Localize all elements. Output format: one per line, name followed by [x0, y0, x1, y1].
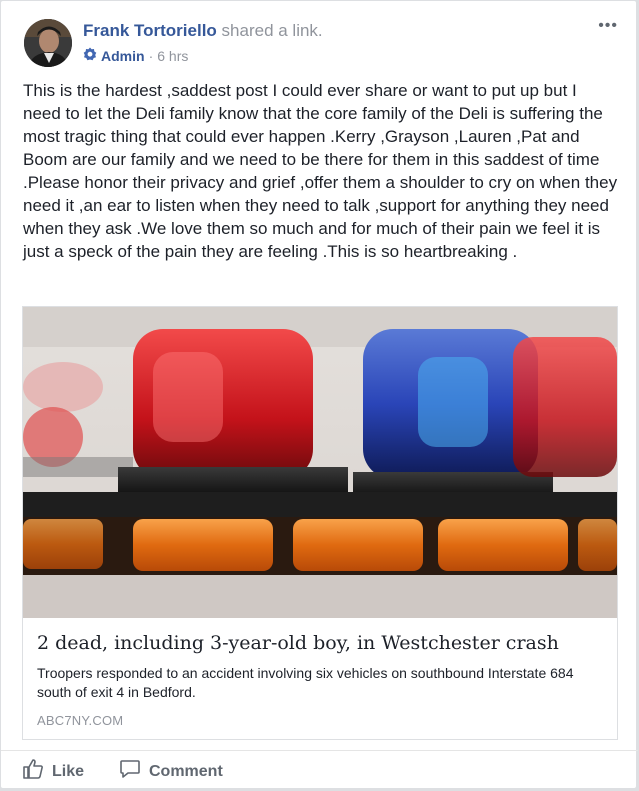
author-name[interactable]: Frank Tortoriello	[83, 21, 217, 40]
avatar[interactable]	[24, 19, 72, 67]
share-action-text: shared a link.	[221, 21, 323, 40]
more-options-icon[interactable]: •••	[598, 17, 618, 34]
like-label: Like	[52, 762, 85, 780]
post-header	[83, 21, 323, 41]
admin-badge-icon	[83, 47, 97, 64]
comment-label: Comment	[149, 762, 223, 780]
like-button[interactable]	[22, 758, 84, 785]
link-preview-image[interactable]	[23, 307, 617, 618]
link-description: Troopers responded to an accident involving six vehicles on southbound Interstate 684 south of exit 4 in Bedford.	[37, 665, 574, 700]
post-timestamp[interactable]: 6 hrs	[157, 47, 189, 64]
shared-link-card[interactable]	[22, 306, 618, 740]
meta-separator: ·	[148, 47, 154, 64]
link-title[interactable]: 2 dead, including 3-year-old boy, in Westchester crash	[37, 632, 559, 654]
post-meta	[83, 47, 188, 64]
admin-label: Admin	[101, 47, 145, 64]
comment-icon	[119, 758, 141, 785]
post-actions-bar	[1, 750, 638, 791]
link-domain: ABC7NY.COM	[37, 713, 124, 728]
post-body-text: This is the hardest ,saddest post I could ever share or want to put up but I need to let the Deli family know that the core family of the Deli is suffering the most tragic thing that could ever happen .Kerry ,Grayson ,Lauren ,Pat and Boom are our family and we need to be there for them in this saddest of time .Please honor their privacy and grief ,offer them a shoulder to cry on when they need it ,an ear to listen when they need to talk ,support for anything they need when they ask .We love them so much and for much of their pain we feel it is just a speck of the pain they are feeling .This is so heartbreaking .	[23, 81, 618, 261]
comment-button[interactable]	[119, 758, 223, 785]
thumbs-up-icon	[22, 758, 44, 785]
